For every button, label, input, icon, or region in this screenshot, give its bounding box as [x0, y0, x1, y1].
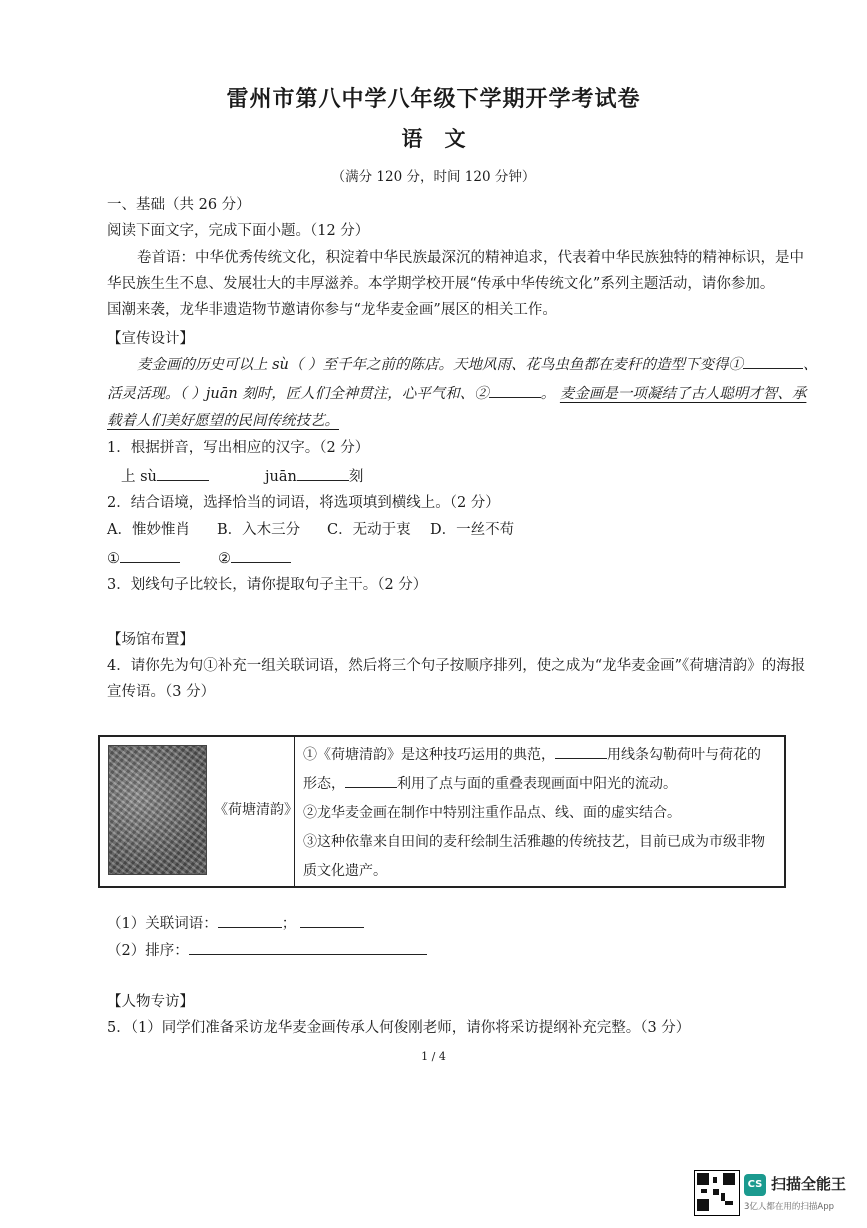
sentence-text: ①《荷塘清韵》是这种技巧运用的典范，	[303, 747, 555, 763]
section-heading: 一、基础（共 26 分）	[107, 197, 251, 213]
question-5: 5．（1）同学们准备采访龙华麦金画传承人何俊刚老师，请你将采访提纲补充完整。（3 分）	[107, 1020, 691, 1036]
poster-sentence-3: ③这种依靠来自田间的麦秆绘制生活雅趣的传统技艺，目前已成为市级非物	[303, 834, 765, 850]
sentence-text: 形态，	[303, 776, 345, 792]
intro-line-2: 华民族生生不息、发展壮大的丰厚滋养。本学期学校开展“传承中华传统文化”系列主题活动，请你参加。	[107, 276, 775, 292]
design-text: 麦金画的历史可以上 sù（ ）至千年之前的陈店。天地风雨、花鸟虫鱼都在麦秆的造型下变得①	[137, 357, 743, 373]
connective-blank-1[interactable]	[555, 744, 607, 759]
design-text: 活灵活现。（ ）juān 刻时，匠人们全神贯注，心平气和、②	[107, 386, 489, 402]
design-text: 。	[540, 386, 556, 402]
separator: ；	[281, 916, 297, 932]
q2-blank-2[interactable]	[231, 548, 291, 563]
underlined-sentence: 麦金画是一项凝结了古人聪明才智、承	[559, 386, 807, 402]
sub-label: （2）排序：	[107, 943, 189, 959]
sentence-text: 利用了点与面的重叠表现画面中阳光的流动。	[397, 776, 677, 792]
sentence-text: 用线条勾勒荷叶与荷花的	[607, 747, 761, 763]
q1-answer-b	[265, 466, 363, 487]
question-4-line-2: 宣传语。（3 分）	[107, 684, 216, 700]
poster-sentence-2: ②龙华麦金画在制作中特别注重作品点、线、面的虚实结合。	[303, 805, 681, 821]
underlined-sentence-cont: 载着人们美好愿望的民间传统技艺。	[107, 413, 339, 429]
exam-title: 雷州市第八中学八年级下学期开学考试卷	[226, 86, 641, 112]
q2-blank-label-1: ①	[107, 551, 120, 567]
sub-label: （1）关联词语：	[107, 916, 218, 932]
q2-option-a: A．惟妙惟肖	[107, 522, 190, 538]
design-paragraph-line-2	[107, 383, 806, 404]
page-number: 1 / 4	[421, 1050, 446, 1063]
subject-title: 语文	[401, 126, 488, 151]
connective-answer-2[interactable]	[300, 913, 364, 928]
poster-sentence-3-cont: 质文化遗产。	[303, 863, 387, 879]
connective-answer-1[interactable]	[218, 913, 282, 928]
q1-pinyin-a: 上 sù	[121, 469, 157, 485]
intro-line-3: 国潮来袭，龙华非遗造物节邀请你参与“龙华麦金画”展区的相关工作。	[107, 302, 557, 318]
q4-sub-2	[107, 940, 427, 961]
design-paragraph-line-1	[137, 354, 818, 375]
q2-option-b: B．入木三分	[217, 522, 301, 538]
question-2: 2．结合语境，选择恰当的词语，将选项填到横线上。（2 分）	[107, 495, 500, 511]
poster-sentences	[295, 736, 786, 887]
q1-pinyin-b: juān	[265, 469, 297, 485]
q1-blank-b[interactable]	[297, 466, 349, 481]
poster-sentence-1	[303, 741, 776, 770]
venue-label: 【场馆布置】	[107, 632, 194, 648]
reading-instruction: 阅读下面文字，完成下面小题。（12 分）	[107, 223, 370, 239]
poster-table	[98, 735, 786, 888]
answer-blank-1[interactable]	[743, 354, 803, 369]
q2-blank-1[interactable]	[120, 548, 180, 563]
question-4-line-1: 4．请你先为句①补充一组关联词语，然后将三个句子按顺序排列，使之成为“龙华麦金画”《荷塘清韵》的海报	[107, 658, 806, 674]
q1-blank-a[interactable]	[157, 466, 209, 481]
q2-option-d: D．一丝不苟	[430, 522, 515, 538]
artwork-title: 《荷塘清韵》	[214, 802, 298, 818]
answer-blank-2[interactable]	[489, 383, 541, 398]
poster-sentence-1-cont	[303, 770, 776, 799]
q2-option-c: C．无动于衷	[327, 522, 411, 538]
qr-code-icon	[694, 1170, 740, 1216]
design-text: 、	[803, 357, 818, 373]
q1-answer-a	[121, 466, 209, 487]
q2-answer-2	[218, 548, 291, 569]
question-3: 3．划线句子比较长，请你提取句子主干。（2 分）	[107, 577, 428, 593]
q1-suffix: 刻	[348, 469, 364, 485]
artwork-image	[108, 745, 207, 875]
intro-line-1: 卷首语：中华优秀传统文化，积淀着中华民族最深沉的精神追求，代表着中华民族独特的精神标识，是中	[137, 250, 804, 266]
q2-answer-1	[107, 548, 180, 569]
design-label: 【宣传设计】	[107, 331, 194, 347]
scanner-app-subtitle: 3亿人都在用的扫描App	[744, 1202, 835, 1212]
question-1: 1．根据拼音，写出相应的汉字。（2 分）	[107, 440, 370, 456]
camscanner-logo: CS	[744, 1174, 766, 1196]
score-note: （满分 120 分，时间 120 分钟）	[331, 169, 536, 185]
connective-blank-2[interactable]	[345, 773, 397, 788]
q4-sub-1	[107, 913, 364, 934]
q2-blank-label-2: ②	[218, 551, 231, 567]
interview-label: 【人物专访】	[107, 994, 194, 1010]
scanner-app-name: 扫描全能王	[771, 1175, 847, 1193]
artwork-cell	[99, 736, 298, 887]
order-answer[interactable]	[189, 940, 427, 955]
